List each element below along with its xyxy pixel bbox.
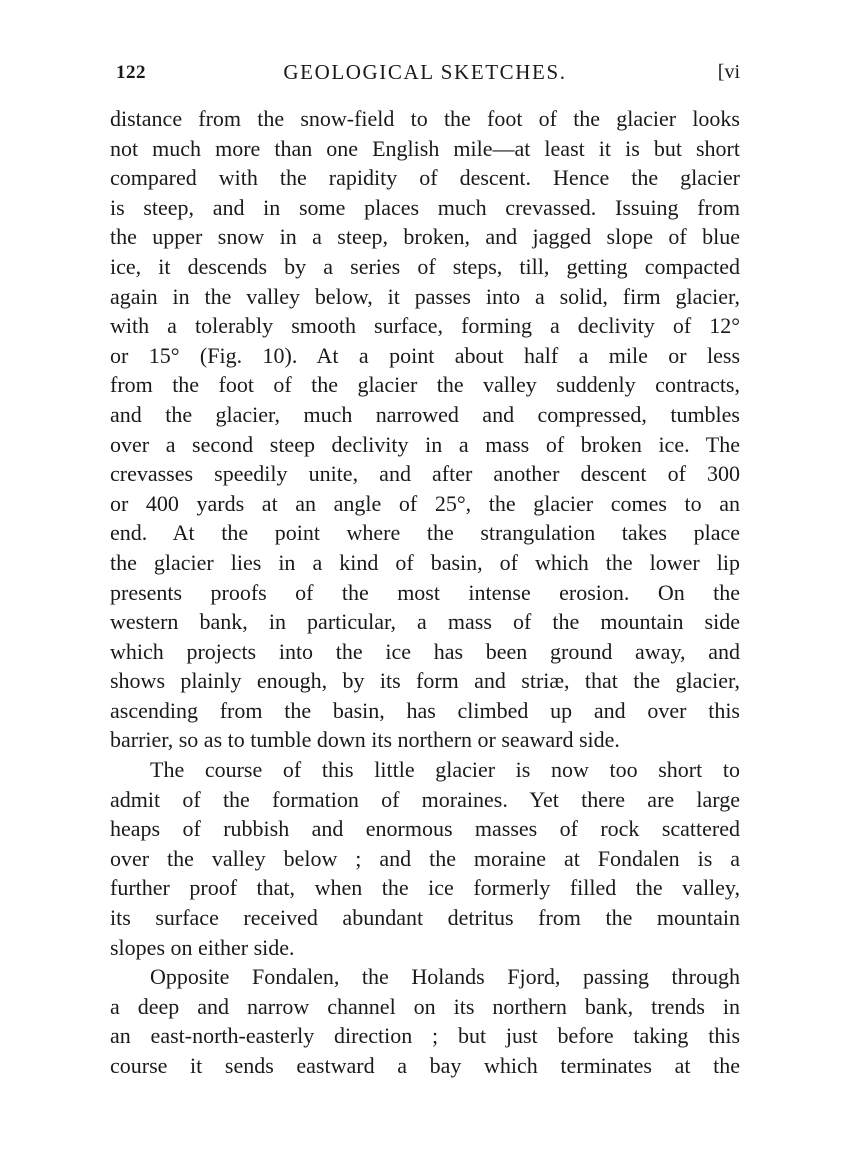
text-line: with a tolerably smooth surface, forming a declivity of 12° bbox=[110, 313, 740, 339]
text-line: and the glacier, much narrowed and compressed, tumbles bbox=[110, 401, 740, 427]
text-line: end. At the point where the strangulation takes place bbox=[110, 520, 740, 546]
body-text bbox=[110, 104, 740, 1081]
text-line: or 15° (Fig. 10). At a point about half a mile or less bbox=[110, 342, 740, 368]
text-line: over the valley below ; and the moraine at Fondalen is a bbox=[110, 845, 740, 871]
text-line: not much more than one English mile—at least it is but short bbox=[110, 135, 740, 161]
text-line: crevasses speedily unite, and after another descent of 300 bbox=[110, 461, 740, 487]
text-line: is steep, and in some places much crevassed. Issuing from bbox=[110, 194, 740, 220]
text-line: from the foot of the glacier the valley suddenly contracts, bbox=[110, 372, 740, 398]
text-line: presents proofs of the most intense erosion. On the bbox=[110, 579, 740, 605]
text-line: over a second steep declivity in a mass of broken ice. The bbox=[110, 431, 740, 457]
text-line: or 400 yards at an angle of 25°, the glacier comes to an bbox=[110, 490, 740, 516]
text-line: The course of this little glacier is now too short to bbox=[150, 757, 740, 783]
running-header bbox=[110, 60, 740, 90]
text-line: the upper snow in a steep, broken, and jagged slope of blue bbox=[110, 224, 740, 250]
text-line: slopes on either side. bbox=[110, 934, 295, 960]
paragraph-2 bbox=[110, 755, 740, 962]
text-line: its surface received abundant detritus from the mountain bbox=[110, 905, 740, 931]
page-number: 122 bbox=[116, 62, 146, 83]
paragraph-3 bbox=[110, 962, 740, 1080]
text-line: distance from the snow-field to the foot of the glacier looks bbox=[110, 106, 740, 131]
text-line: ascending from the basin, has climbed up and over this bbox=[110, 697, 740, 723]
text-line: admit of the formation of moraines. Yet there are large bbox=[110, 786, 740, 812]
text-line: ice, it descends by a series of steps, till, getting compacted bbox=[110, 253, 740, 279]
text-line: the glacier lies in a kind of basin, of which the lower lip bbox=[110, 549, 740, 575]
paragraph-1 bbox=[110, 104, 740, 755]
text-line: Opposite Fondalen, the Holands Fjord, passing through bbox=[150, 964, 740, 990]
text-line: western bank, in particular, a mass of the mountain side bbox=[110, 609, 740, 635]
text-line: again in the valley below, it passes into a solid, firm glacier, bbox=[110, 283, 740, 309]
text-line: barrier, so as to tumble down its northern or seaward side. bbox=[110, 727, 620, 753]
running-title: GEOLOGICAL SKETCHES. bbox=[283, 60, 567, 84]
text-line: compared with the rapidity of descent. Hence the glacier bbox=[110, 165, 740, 191]
section-mark: [vi bbox=[717, 61, 740, 83]
text-line: heaps of rubbish and enormous masses of rock scattered bbox=[110, 816, 740, 842]
text-line: an east-north-easterly direction ; but just before taking this bbox=[110, 1023, 740, 1049]
text-line: further proof that, when the ice formerly filled the valley, bbox=[110, 875, 740, 901]
text-line: course it sends eastward a bay which terminates at the bbox=[110, 1053, 740, 1078]
text-line: shows plainly enough, by its form and striæ, that the glacier, bbox=[110, 668, 740, 694]
text-line: which projects into the ice has been ground away, and bbox=[110, 638, 740, 664]
text-line: a deep and narrow channel on its northern bank, trends in bbox=[110, 993, 740, 1019]
